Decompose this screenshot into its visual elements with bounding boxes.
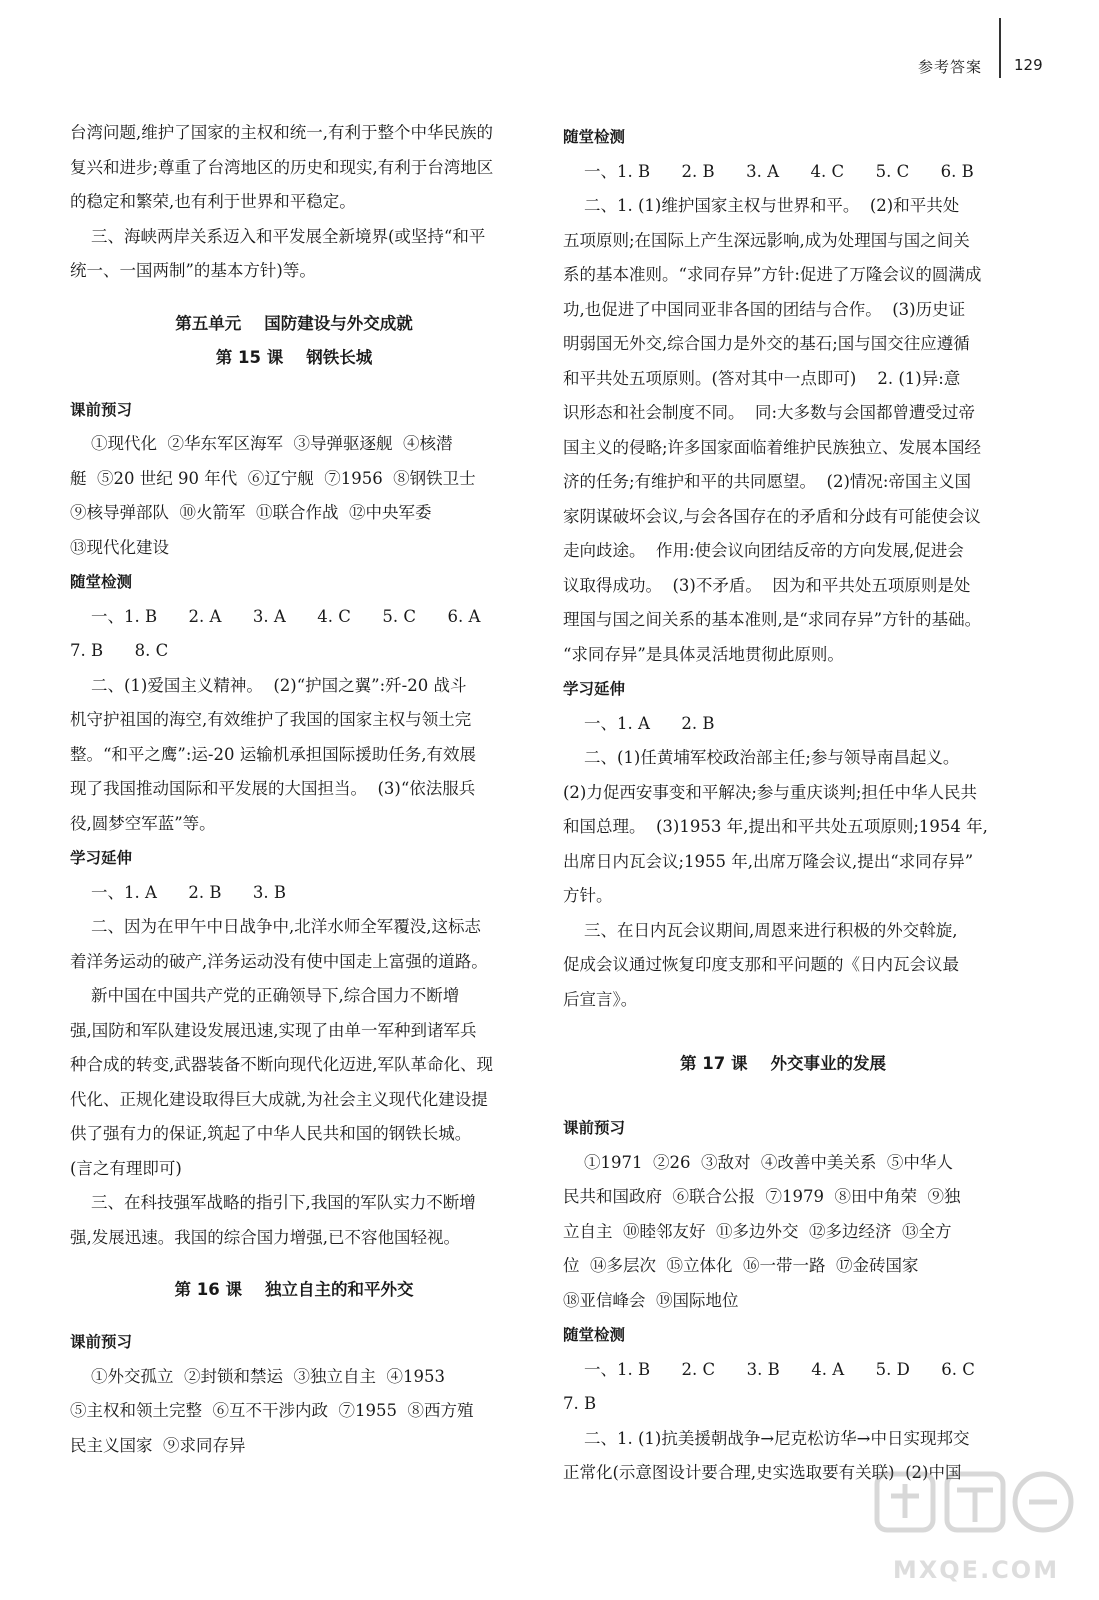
text-line: 系的基本准则。“求同存异”方针:促进了万隆会议的圆满成 <box>563 265 982 284</box>
text-line: (2)力促西安事变和平解决;参与重庆谈判;担任中华人民共 <box>563 782 977 802</box>
text-line: 艇 ⑤20 世纪 90 年代 ⑥辽宁舰 ⑦1956 ⑧钢铁卫士 <box>70 468 476 488</box>
header-divider <box>999 18 1001 78</box>
text-line: 的稳定和繁荣,也有利于世界和平稳定。 <box>70 192 356 211</box>
text-line: 一、1. B 2. B 3. A 4. C 5. C 6. B <box>563 161 974 181</box>
text-line: 统一、一国两制”的基本方针)等。 <box>70 261 316 280</box>
text-line: 二、(1)任黄埔军校政治部主任;参与领导南昌起义。 <box>563 748 960 767</box>
text-line: 新中国在中国共产党的正确领导下,综合国力不断增 <box>70 986 460 1005</box>
text-line: 机守护祖国的海空,有效维护了我国的国家主权与领土完 <box>70 710 472 729</box>
text-line: 强,发展迅速。我国的综合国力增强,已不容他国轻视。 <box>70 1227 460 1247</box>
section-heading-extend: 学习延伸 <box>70 849 133 867</box>
text-line: 役,圆梦空军蓝”等。 <box>70 813 216 833</box>
section-heading-preview: 课前预习 <box>70 400 133 419</box>
text-line: 一、1. B 2. A 3. A 4. C 5. C 6. A <box>70 606 481 626</box>
site-watermark <box>871 1466 1081 1586</box>
text-line: 整。“和平之鹰”:运-20 运输机承担国际援助任务,有效展 <box>70 744 476 764</box>
lesson-title-17: 第 17 课 外交事业的发展 <box>680 1054 886 1073</box>
text-line: 三、在科技强军战略的指引下,我国的军队实力不断增 <box>70 1193 476 1212</box>
section-heading-preview: 课前预习 <box>563 1119 626 1137</box>
text-line: 着洋务运动的破产,洋务运动没有使中国走上富强的道路。 <box>70 951 488 971</box>
text-line: 正常化(示意图设计要合理,史实选取要有关联) (2)中国 <box>563 1463 962 1482</box>
text-line: 供了强有力的保证,筑起了中华人民共和国的钢铁长城。 <box>70 1124 472 1143</box>
text-line: 理国与国之间关系的基本准则,是“求同存异”方针的基础。 <box>563 610 982 629</box>
text-line: 7. B 8. C <box>70 641 169 660</box>
text-line: ⑱亚信峰会 ⑲国际地位 <box>563 1290 739 1310</box>
section-heading-preview: 课前预习 <box>70 1333 133 1351</box>
text-line: 促成会议通过恢复印度支那和平问题的《日内瓦会议最 <box>563 955 959 974</box>
watermark-text: MXQE.COM <box>892 1556 1060 1584</box>
lesson-title-15: 第 15 课 钢铁长城 <box>215 347 373 367</box>
intro-block <box>70 116 518 289</box>
text-line: 国主义的侵略;许多国家面临着维护民族独立、发展本国经 <box>563 437 982 457</box>
text-line: ①现代化 ②华东军区海军 ③导弹驱逐舰 ④核潜 <box>70 434 453 453</box>
text-line: “求同存异”是具体灵活地贯彻此原则。 <box>563 644 844 664</box>
text-line: 三、海峡两岸关系迈入和平发展全新境界(或坚持“和平 <box>70 226 486 246</box>
text-line: 济的任务;有维护和平的共同愿望。 (2)情况:帝国主义国 <box>563 472 971 491</box>
text-line: (言之有理即可) <box>70 1158 182 1178</box>
unit-title: 第五单元 国防建设与外交成就 <box>175 313 413 333</box>
lesson-title-16: 第 16 课 独立自主的和平外交 <box>174 1280 414 1299</box>
text-line: 种合成的转变,武器装备不断向现代化迈进,军队革命化、现 <box>70 1055 493 1074</box>
text-line: 二、1. (1)维护国家主权与世界和平。 (2)和平共处 <box>563 196 960 215</box>
section-heading-extend: 学习延伸 <box>563 680 626 698</box>
text-line: 一、1. B 2. C 3. B 4. A 5. D 6. C <box>563 1359 975 1379</box>
text-line: 方针。 <box>563 886 613 905</box>
text-line: ⑬现代化建设 <box>70 537 169 557</box>
text-line: 7. B <box>563 1394 597 1413</box>
text-line: 复兴和进步;尊重了台湾地区的历史和现实,有利于台湾地区 <box>70 157 494 177</box>
text-line: 后宣言》。 <box>563 989 638 1009</box>
section-heading-check: 随堂检测 <box>563 128 626 146</box>
text-line: 强,国防和军队建设发展迅速,实现了由单一军种到诸军兵 <box>70 1020 477 1040</box>
text-line: 民主义国家 ⑨求同存异 <box>70 1435 246 1455</box>
header-section-title: 参考答案 <box>917 58 982 76</box>
text-line: 识形态和社会制度不同。 同:大多数与会国都曾遭受过帝 <box>563 403 976 422</box>
text-line: ⑤主权和领土完整 ⑥互不干涉内政 ⑦1955 ⑧西方殖 <box>70 1401 474 1420</box>
section-heading-check: 随堂检测 <box>563 1326 626 1344</box>
page-number: 129 <box>1014 56 1043 74</box>
text-line: 出席日内瓦会议;1955 年,出席万隆会议,提出“求同存异” <box>563 851 974 871</box>
text-line: 明弱国无外交,综合国力是外交的基石;国与国交往应遵循 <box>563 334 970 353</box>
text-line: 和平共处五项原则。(答对其中一点即可) 2. (1)异:意 <box>563 368 961 388</box>
text-line: 走向歧途。 作用:使会议向团结反帝的方向发展,促进会 <box>563 541 964 560</box>
text-line: 五项原则;在国际上产生深远影响,成为处理国与国之间关 <box>563 230 970 250</box>
text-line: ⑨核导弹部队 ⑩火箭军 ⑪联合作战 ⑫中央军委 <box>70 503 432 522</box>
watermark-logo-icon <box>871 1466 1081 1536</box>
left-column <box>70 116 518 1463</box>
text-line: 一、1. A 2. B 3. B <box>70 882 287 902</box>
text-line: 家阴谋破坏会议,与会各国存在的矛盾和分歧有可能使会议 <box>563 506 981 526</box>
section-heading-check: 随堂检测 <box>70 573 133 591</box>
right-column <box>563 120 1003 1491</box>
text-line: 议取得成功。 (3)不矛盾。 因为和平共处五项原则是处 <box>563 575 971 595</box>
text-line: 代化、正规化建设取得巨大成就,为社会主义现代化建设提 <box>70 1089 488 1109</box>
text-line: 台湾问题,维护了国家的主权和统一,有利于整个中华民族的 <box>70 123 493 142</box>
text-line: 二、1. (1)抗美援朝战争→尼克松访华→中日实现邦交 <box>563 1428 970 1448</box>
text-line: 和国总理。 (3)1953 年,提出和平共处五项原则;1954 年, <box>563 817 988 836</box>
text-line: ①外交孤立 ②封锁和禁运 ③独立自主 ④1953 <box>70 1366 445 1386</box>
text-line: 功,也促进了中国同亚非各国的团结与合作。 (3)历史证 <box>563 299 966 319</box>
text-line: 一、1. A 2. B <box>563 713 715 733</box>
text-line: 三、在日内瓦会议期间,周恩来进行积极的外交斡旋, <box>563 920 958 940</box>
text-line: 现了我国推动国际和平发展的大国担当。 (3)“依法服兵 <box>70 779 476 798</box>
text-line: 位 ⑭多层次 ⑮立体化 ⑯一带一路 ⑰金砖国家 <box>563 1256 919 1275</box>
text-line: 二、(1)爱国主义精神。 (2)“护国之翼”:歼-20 战斗 <box>70 675 467 695</box>
text-line: 民共和国政府 ⑥联合公报 ⑦1979 ⑧田中角荣 ⑨独 <box>563 1187 961 1206</box>
text-line: 立自主 ⑩睦邻友好 ⑪多边外交 ⑫多边经济 ⑬全方 <box>563 1221 952 1241</box>
text-line: ①1971 ②26 ③敌对 ④改善中美关系 ⑤中华人 <box>563 1152 953 1172</box>
text-line: 二、因为在甲午中日战争中,北洋水师全军覆没,这标志 <box>70 917 481 936</box>
